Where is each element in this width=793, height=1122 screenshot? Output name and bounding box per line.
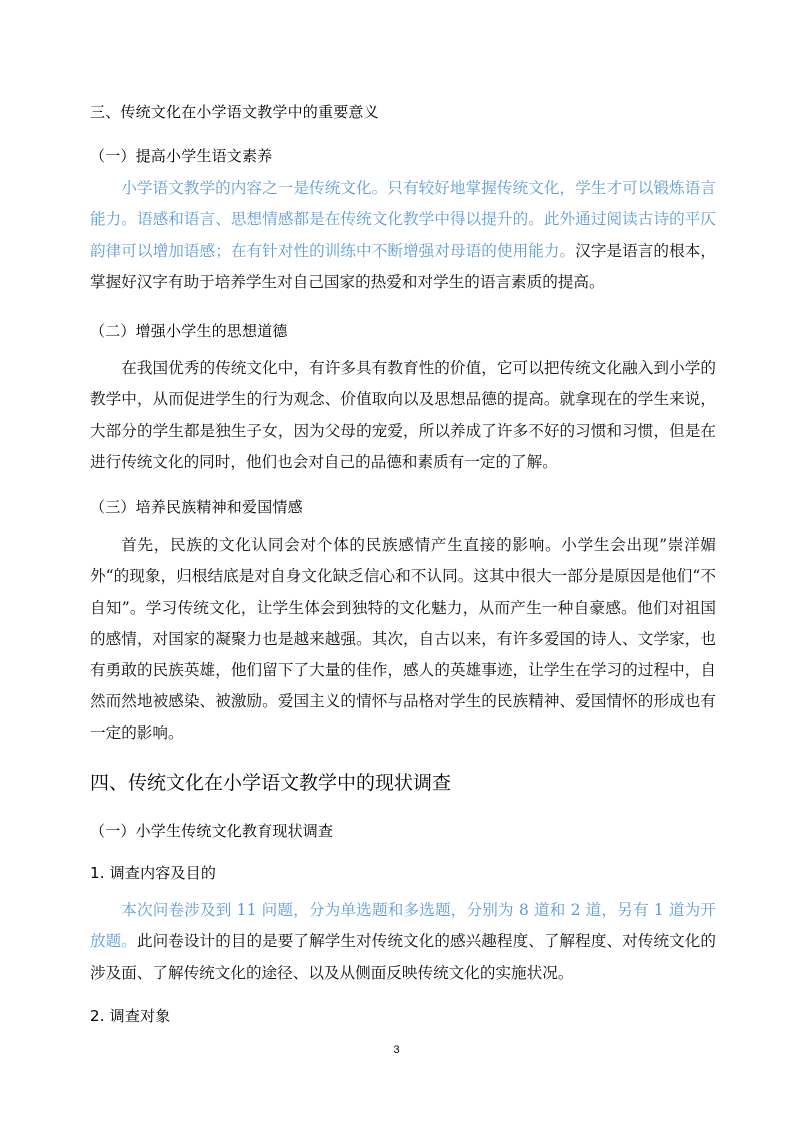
subsection-3-3-heading: （三）培养民族精神和爱国情感: [90, 498, 303, 516]
section-4-heading: 四、传统文化在小学语文教学中的现状调查: [90, 772, 452, 794]
subsection-3-2-heading: （二）增强小学生的思想道德: [90, 322, 288, 340]
section-3-heading: 三、传统文化在小学语文教学中的重要意义: [90, 103, 379, 121]
paragraph-text: 汉字是语言的根本，掌握好汉字有助于培养学生对自己国家的热爱和对学生的语言素质的提高。: [90, 241, 716, 291]
highlighted-text: 本次问卷涉及到 11 问题，分为单选题和多选题，分别为 8 道和 2 道，另有 1 道为开放题。: [90, 901, 716, 951]
page-number: 3: [393, 1044, 400, 1056]
highlighted-text: 小学语文教学的内容之一是传统文化。只有较好地掌握传统文化，学生才可以锻炼语言能力。语感和语言、思想情感都是在传统文化教学中得以提升的。此外通过阅读古诗的平仄韵律可以增加语感；在有针对性的训练中不断增强对母语的使用能力。: [90, 179, 716, 260]
item-4-1-1-heading: 1. 调查内容及目的: [90, 864, 217, 882]
paragraph-3-3: 首先，民族的文化认同会对个体的民族感情产生直接的影响。小学生会出现”崇洋媚外“的现象，归根结底是对自身文化缺乏信心和不认同。这其中很大一部分是原因是他们“不自知”。学习传统文化，让学生体会到独特的文化魅力，从而产生一种自豪感。他们对祖国的感情，对国家的凝聚力也是越来越强。其次，自古以来，有许多爱国的诗人、文学家，也有勇敢的民族英雄，他们留下了大量的佳作，感人的英雄事迹，让学生在学习的过程中，自然而然地被感染、被激励。爱国主义的情怀与品格对学生的民族精神、爱国情怀的形成也有一定的影响。: [90, 536, 716, 742]
paragraph-text: 此问卷设计的目的是要了解学生对传统文化的感兴趣程度、了解程度、对传统文化的涉及面、了解传统文化的途径、以及从侧面反映传统文化的实施状况。: [90, 932, 716, 982]
paragraph-4-1-1: [90, 895, 716, 989]
paragraph-3-2: 在我国优秀的传统文化中，有许多具有教育性的价值，它可以把传统文化融入到小学的教学中，从而促进学生的行为观念、价值取向以及思想品德的提高。就拿现在的学生来说，大部分的学生都是独生子女，因为父母的宠爱，所以养成了许多不好的习惯和习惯，但是在进行传统文化的同时，他们也会对自己的品德和素质有一定的了解。: [90, 359, 716, 471]
subsection-3-1-heading: （一）提高小学生语文素养: [90, 147, 273, 165]
paragraph-3-1: [90, 173, 716, 298]
subsection-4-1-heading: （一）小学生传统文化教育现状调查: [90, 822, 334, 840]
item-4-1-2-heading: 2. 调查对象: [90, 1007, 171, 1025]
